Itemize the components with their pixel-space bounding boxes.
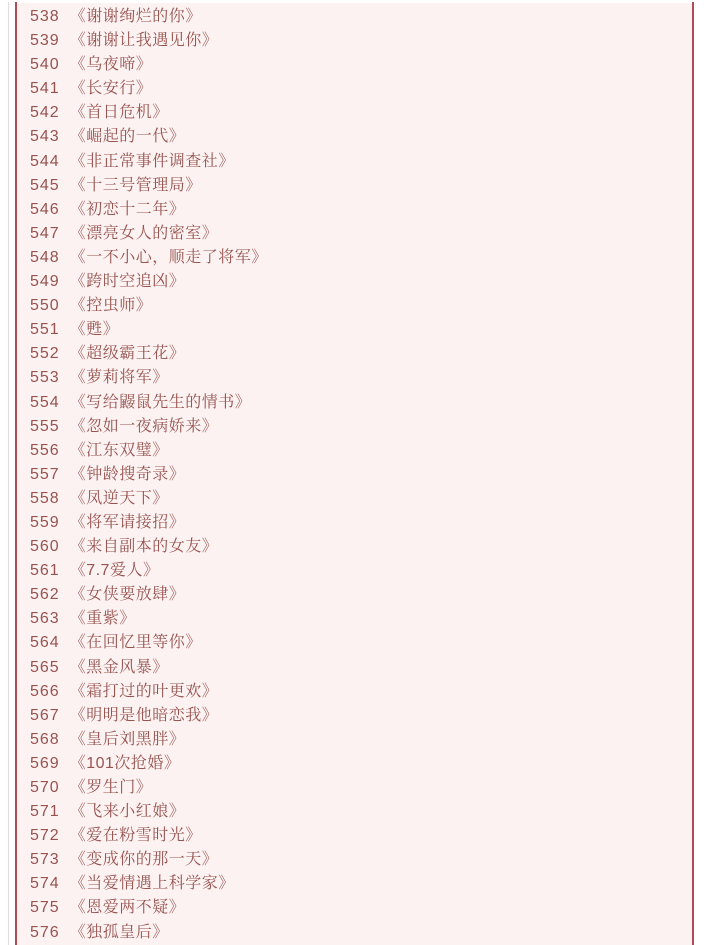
item-number: 548 xyxy=(30,248,60,266)
item-title: 《独孤皇后》 xyxy=(69,923,169,941)
list-item xyxy=(30,222,690,246)
item-title: 《黑金风暴》 xyxy=(69,658,169,676)
list-item xyxy=(30,125,690,149)
item-number: 556 xyxy=(30,441,60,459)
list-item xyxy=(30,101,690,125)
item-number: 559 xyxy=(30,513,60,531)
item-number: 563 xyxy=(30,610,60,628)
list-item xyxy=(30,704,690,728)
item-title: 《当爱情遇上科学家》 xyxy=(69,875,235,893)
list-item xyxy=(30,872,690,896)
item-title: 《非正常事件调查社》 xyxy=(69,152,235,170)
item-number: 538 xyxy=(30,8,60,25)
list-item xyxy=(30,439,690,463)
item-number: 545 xyxy=(30,176,60,194)
title-list xyxy=(17,5,690,945)
list-item xyxy=(30,29,690,53)
list-item xyxy=(30,511,690,535)
item-number: 568 xyxy=(30,730,60,748)
list-item xyxy=(30,294,690,318)
item-number: 574 xyxy=(30,875,60,893)
list-item xyxy=(30,487,690,511)
item-number: 551 xyxy=(30,321,60,339)
item-title: 《101次抢婚》 xyxy=(69,754,181,772)
item-number: 541 xyxy=(30,80,60,98)
item-number: 561 xyxy=(30,562,60,580)
item-title: 《在回忆里等你》 xyxy=(69,634,202,652)
item-title: 《首日危机》 xyxy=(69,104,169,122)
item-number: 570 xyxy=(30,779,60,796)
list-item xyxy=(30,848,690,872)
item-title: 《崛起的一代》 xyxy=(69,128,186,146)
list-item xyxy=(30,752,690,776)
item-title: 《钟龄搜奇录》 xyxy=(69,465,186,483)
list-item xyxy=(30,342,690,366)
item-number: 576 xyxy=(30,923,60,941)
item-title: 《凤逆天下》 xyxy=(69,489,169,507)
list-item xyxy=(30,607,690,631)
item-number: 566 xyxy=(30,682,60,700)
list-item xyxy=(30,318,690,342)
item-title: 《飞来小红娘》 xyxy=(69,803,186,821)
list-item xyxy=(30,656,690,680)
item-title: 《7.7爱人》 xyxy=(69,562,160,580)
item-number: 549 xyxy=(30,273,60,291)
list-item xyxy=(30,896,690,920)
item-title: 《漂亮女人的密室》 xyxy=(69,224,219,242)
table-border-left xyxy=(8,2,9,945)
item-title: 《谢谢让我遇见你》 xyxy=(69,32,219,50)
panel-border-right xyxy=(692,2,694,945)
item-number: 575 xyxy=(30,899,60,917)
list-item xyxy=(30,366,690,390)
item-number: 552 xyxy=(30,345,60,363)
item-number: 550 xyxy=(30,297,60,315)
item-title: 《罗生门》 xyxy=(69,779,153,796)
item-title: 《爱在粉雪时光》 xyxy=(69,827,202,845)
item-title: 《江东双璧》 xyxy=(69,441,169,459)
item-title: 《超级霸王花》 xyxy=(69,345,186,363)
list-item xyxy=(30,270,690,294)
item-title: 《初恋十二年》 xyxy=(69,200,186,218)
item-title: 《谢谢绚烂的你》 xyxy=(69,8,202,25)
item-number: 539 xyxy=(30,32,60,50)
item-title: 《将军请接招》 xyxy=(69,513,186,531)
item-number: 558 xyxy=(30,489,60,507)
list-item xyxy=(30,150,690,174)
item-title: 《跨时空追凶》 xyxy=(69,273,186,291)
item-number: 543 xyxy=(30,128,60,146)
list-item xyxy=(30,776,690,800)
list-item xyxy=(30,583,690,607)
item-title: 《霜打过的叶更欢》 xyxy=(69,682,219,700)
item-number: 547 xyxy=(30,224,60,242)
list-item xyxy=(30,631,690,655)
item-title: 《长安行》 xyxy=(69,80,153,98)
item-title: 《写给鼹鼠先生的情书》 xyxy=(69,393,252,411)
item-number: 557 xyxy=(30,465,60,483)
item-number: 571 xyxy=(30,803,60,821)
item-number: 555 xyxy=(30,417,60,435)
item-title: 《忽如一夜病娇来》 xyxy=(69,417,219,435)
item-number: 542 xyxy=(30,104,60,122)
item-number: 546 xyxy=(30,200,60,218)
list-item xyxy=(30,53,690,77)
list-item xyxy=(30,800,690,824)
list-item xyxy=(30,246,690,270)
item-number: 567 xyxy=(30,706,60,724)
item-title: 《甦》 xyxy=(69,321,120,339)
list-item xyxy=(30,5,690,29)
item-title: 《萝莉将军》 xyxy=(69,369,169,387)
list-item xyxy=(30,535,690,559)
list-item xyxy=(30,728,690,752)
item-title: 《控虫师》 xyxy=(69,297,153,315)
item-title: 《女侠要放肆》 xyxy=(69,586,186,604)
item-title: 《来自副本的女友》 xyxy=(69,538,219,556)
item-title: 《重紫》 xyxy=(69,610,136,628)
item-title: 《一不小心，顺走了将军》 xyxy=(69,248,268,266)
item-number: 564 xyxy=(30,634,60,652)
item-title: 《恩爱两不疑》 xyxy=(69,899,186,917)
list-item xyxy=(30,77,690,101)
list-item xyxy=(30,824,690,848)
item-title: 《变成你的那一天》 xyxy=(69,851,219,869)
item-title: 《皇后刘黑胖》 xyxy=(69,730,186,748)
list-item xyxy=(30,463,690,487)
list-item xyxy=(30,921,690,945)
item-number: 540 xyxy=(30,56,60,74)
list-item xyxy=(30,680,690,704)
item-title: 《十三号管理局》 xyxy=(69,176,202,194)
item-number: 562 xyxy=(30,586,60,604)
list-item xyxy=(30,198,690,222)
list-item xyxy=(30,391,690,415)
item-title: 《明明是他暗恋我》 xyxy=(69,706,219,724)
item-number: 554 xyxy=(30,393,60,411)
item-number: 572 xyxy=(30,827,60,845)
item-number: 565 xyxy=(30,658,60,676)
list-item xyxy=(30,559,690,583)
item-number: 560 xyxy=(30,538,60,556)
list-item xyxy=(30,174,690,198)
item-title: 《乌夜啼》 xyxy=(69,56,153,74)
item-number: 553 xyxy=(30,369,60,387)
item-number: 573 xyxy=(30,851,60,869)
list-item xyxy=(30,415,690,439)
item-number: 569 xyxy=(30,754,60,772)
item-number: 544 xyxy=(30,152,60,170)
